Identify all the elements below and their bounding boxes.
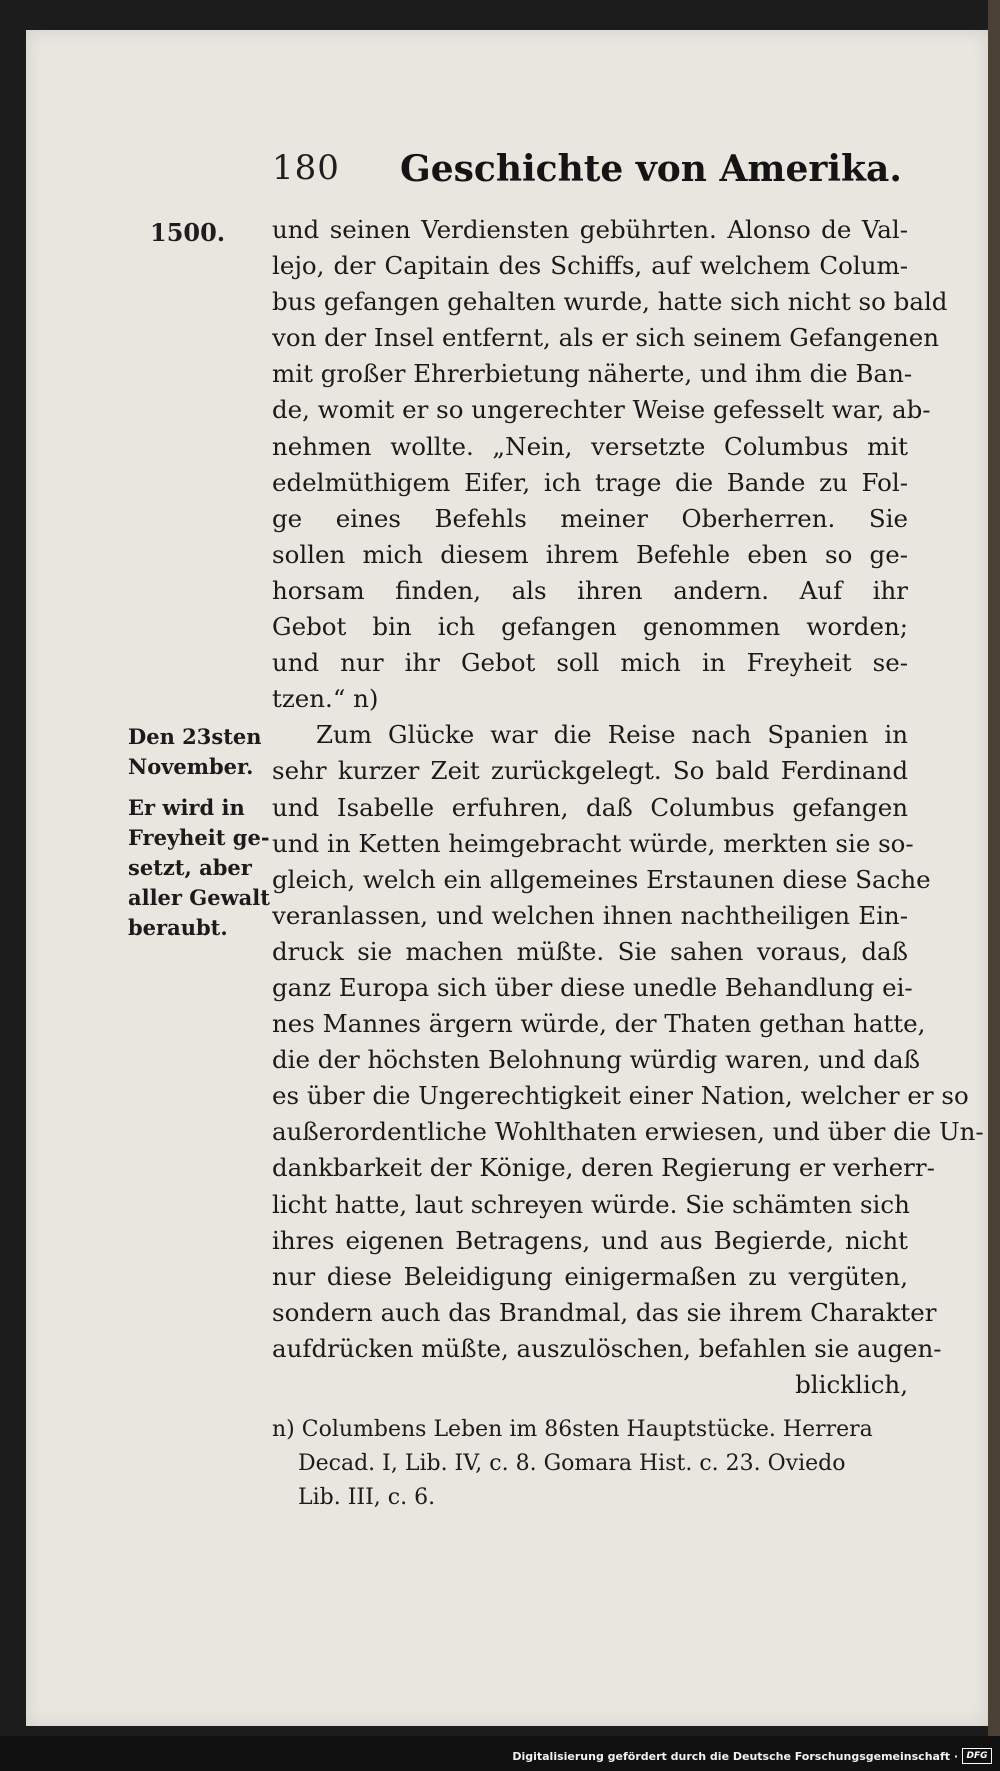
text-line: und in Ketten heimgebracht würde, merkten sie so- xyxy=(272,828,914,858)
text-line: sehr kurzer Zeit zurückgelegt. So bald Ferdinand xyxy=(272,756,908,786)
text-line: edelmüthigem Eifer, ich trage die Bande zu Fol- xyxy=(272,467,908,497)
margin-note-line: aller Gewalt xyxy=(128,885,270,910)
text-line: aufdrücken müßte, auszulöschen, befahlen sie augen- xyxy=(272,1333,942,1363)
text-line: und Isabelle erfuhren, daß Columbus gefangen xyxy=(272,792,908,822)
year-marker: 1500. xyxy=(150,218,226,247)
digitization-credit: Digitalisierung gefördert durch die Deutsche Forschungsgemeinschaft · xyxy=(512,1750,958,1763)
footnote-line: n) Columbens Leben im 86sten Hauptstücke. Herrera xyxy=(272,1417,873,1442)
text-line: und nur ihr Gebot soll mich in Freyheit se- xyxy=(272,648,908,678)
running-title: Geschichte von Amerika. xyxy=(400,148,902,190)
footnote-line: Lib. III, c. 6. xyxy=(298,1485,436,1510)
text-line: tzen.“ n) xyxy=(272,684,379,714)
body-text xyxy=(272,212,984,1403)
margin-summary-note xyxy=(128,793,268,943)
text-line: lejo, der Capitain des Schiffs, auf welchem Colum- xyxy=(272,251,908,281)
text-line: nehmen wollte. „Nein, versetzte Columbus mit xyxy=(272,431,908,461)
text-line: die der höchsten Belohnung würdig waren, und daß xyxy=(272,1045,920,1075)
book-edge xyxy=(988,0,1000,1771)
text-line: sondern auch das Brandmal, das sie ihrem Charakter xyxy=(272,1297,937,1327)
text-line: de, womit er so ungerechter Weise gefesselt war, ab- xyxy=(272,395,931,425)
margin-date-note xyxy=(128,722,268,782)
margin-date-line: November. xyxy=(128,754,254,779)
catchword: blicklich, xyxy=(795,1370,908,1399)
margin-note-line: Freyheit ge- xyxy=(128,825,270,850)
text-line: von der Insel entfernt, als er sich seinem Gefangenen xyxy=(272,323,940,353)
text-line: licht hatte, laut schreyen würde. Sie schämten sich xyxy=(272,1189,910,1219)
text-line: nes Mannes ärgern würde, der Thaten gethan hatte, xyxy=(272,1009,926,1039)
text-line: nur diese Beleidigung einigermaßen zu vergüten, xyxy=(272,1261,908,1291)
text-line: veranlassen, und welchen ihnen nachtheiligen Ein- xyxy=(272,900,908,930)
text-line: Zum Glücke war die Reise nach Spanien in xyxy=(316,720,908,750)
text-line: ihres eigenen Betragens, und aus Begierde, nicht xyxy=(272,1225,908,1255)
text-line: sollen mich diesem ihrem Befehle eben so ge- xyxy=(272,539,908,569)
page-number: 180 xyxy=(272,148,340,188)
footnote-line: Decad. I, Lib. IV, c. 8. Gomara Hist. c. 23. Oviedo xyxy=(298,1451,846,1476)
footnote xyxy=(272,1413,908,1515)
text-line: gleich, welch ein allgemeines Erstaunen diese Sache xyxy=(272,864,931,894)
text-line: außerordentliche Wohlthaten erwiesen, und über die Un- xyxy=(272,1117,984,1147)
text-line: ganz Europa sich über diese unedle Behandlung ei- xyxy=(272,972,913,1002)
text-line: dankbarkeit der Könige, deren Regierung er verherr- xyxy=(272,1153,935,1183)
page-header xyxy=(272,148,902,198)
text-line: druck sie machen müßte. Sie sahen voraus, daß xyxy=(272,936,908,966)
margin-note-line: setzt, aber xyxy=(128,855,252,880)
text-line: mit großer Ehrerbietung näherte, und ihm die Ban- xyxy=(272,359,913,389)
text-line: es über die Ungerechtigkeit einer Nation, welcher er so xyxy=(272,1081,969,1111)
text-line: ge eines Befehls meiner Oberherren. Sie xyxy=(272,503,908,533)
margin-note-line: beraubt. xyxy=(128,915,228,940)
text-line: horsam finden, als ihren andern. Auf ihr xyxy=(272,575,908,605)
dfg-logo: DFG xyxy=(962,1748,992,1764)
margin-note-line: Er wird in xyxy=(128,795,245,820)
margin-date-line: Den 23sten xyxy=(128,724,262,749)
text-line: und seinen Verdiensten gebührten. Alonso de Val- xyxy=(272,215,908,244)
text-line: Gebot bin ich gefangen genommen worden; xyxy=(272,612,908,642)
text-line: bus gefangen gehalten wurde, hatte sich nicht so bald xyxy=(272,287,948,317)
